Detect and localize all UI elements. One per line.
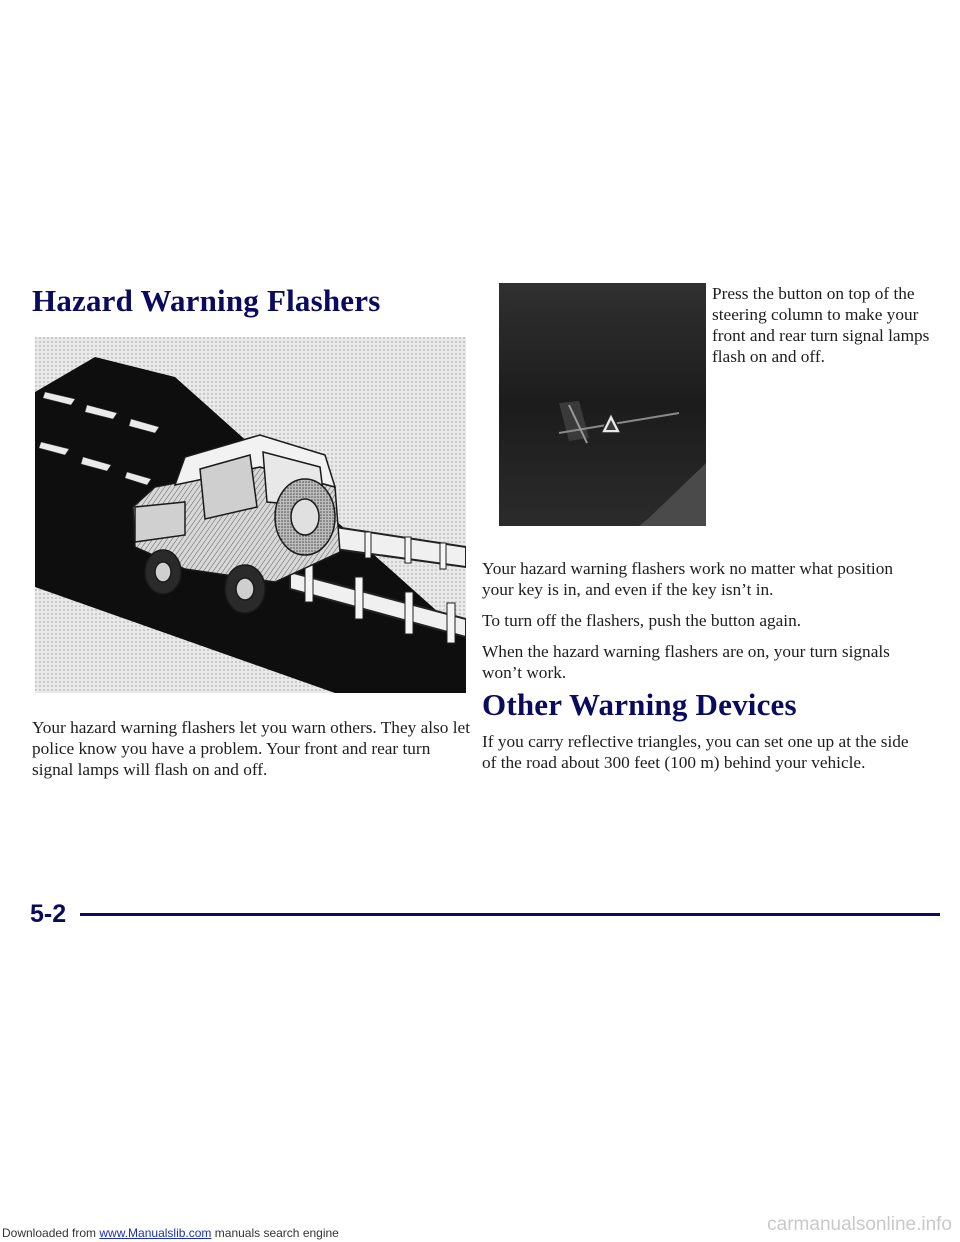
footer-suffix: manuals search engine [211, 1226, 339, 1240]
key-position-paragraph: Your hazard warning flashers work no matter what position your key is in, and even if the key isn’t in. [482, 559, 893, 599]
page-number: 5-2 [30, 900, 67, 928]
page-title: Hazard Warning Flashers [32, 283, 381, 318]
download-footer [2, 1226, 339, 1240]
intro-paragraph: Your hazard warning flashers let you warn others. They also let police know you have a problem. Your front and rear turn signal lamps will flash on and off. [32, 718, 471, 779]
turn-signals-paragraph: When the hazard warning flashers are on, your turn signals won’t work. [482, 642, 890, 682]
press-button-paragraph: Press the button on top of the steering column to make your front and rear turn signal lamps flash on and off. [712, 284, 930, 366]
manualslib-link[interactable]: www.Manualslib.com [99, 1226, 212, 1240]
jeep-on-highway-illustration [35, 337, 466, 693]
footer-rule [80, 913, 940, 916]
turn-off-paragraph: To turn off the flashers, push the button again. [482, 611, 802, 630]
hazard-button-photo [499, 283, 706, 526]
triangles-paragraph: If you carry reflective triangles, you can set one up at the side of the road about 300 feet (100 m) behind your vehicle. [482, 732, 909, 772]
site-watermark: carmanualsonline.info [767, 1214, 952, 1235]
section-title: Other Warning Devices [482, 687, 797, 722]
footer-prefix: Downloaded from [2, 1226, 100, 1240]
